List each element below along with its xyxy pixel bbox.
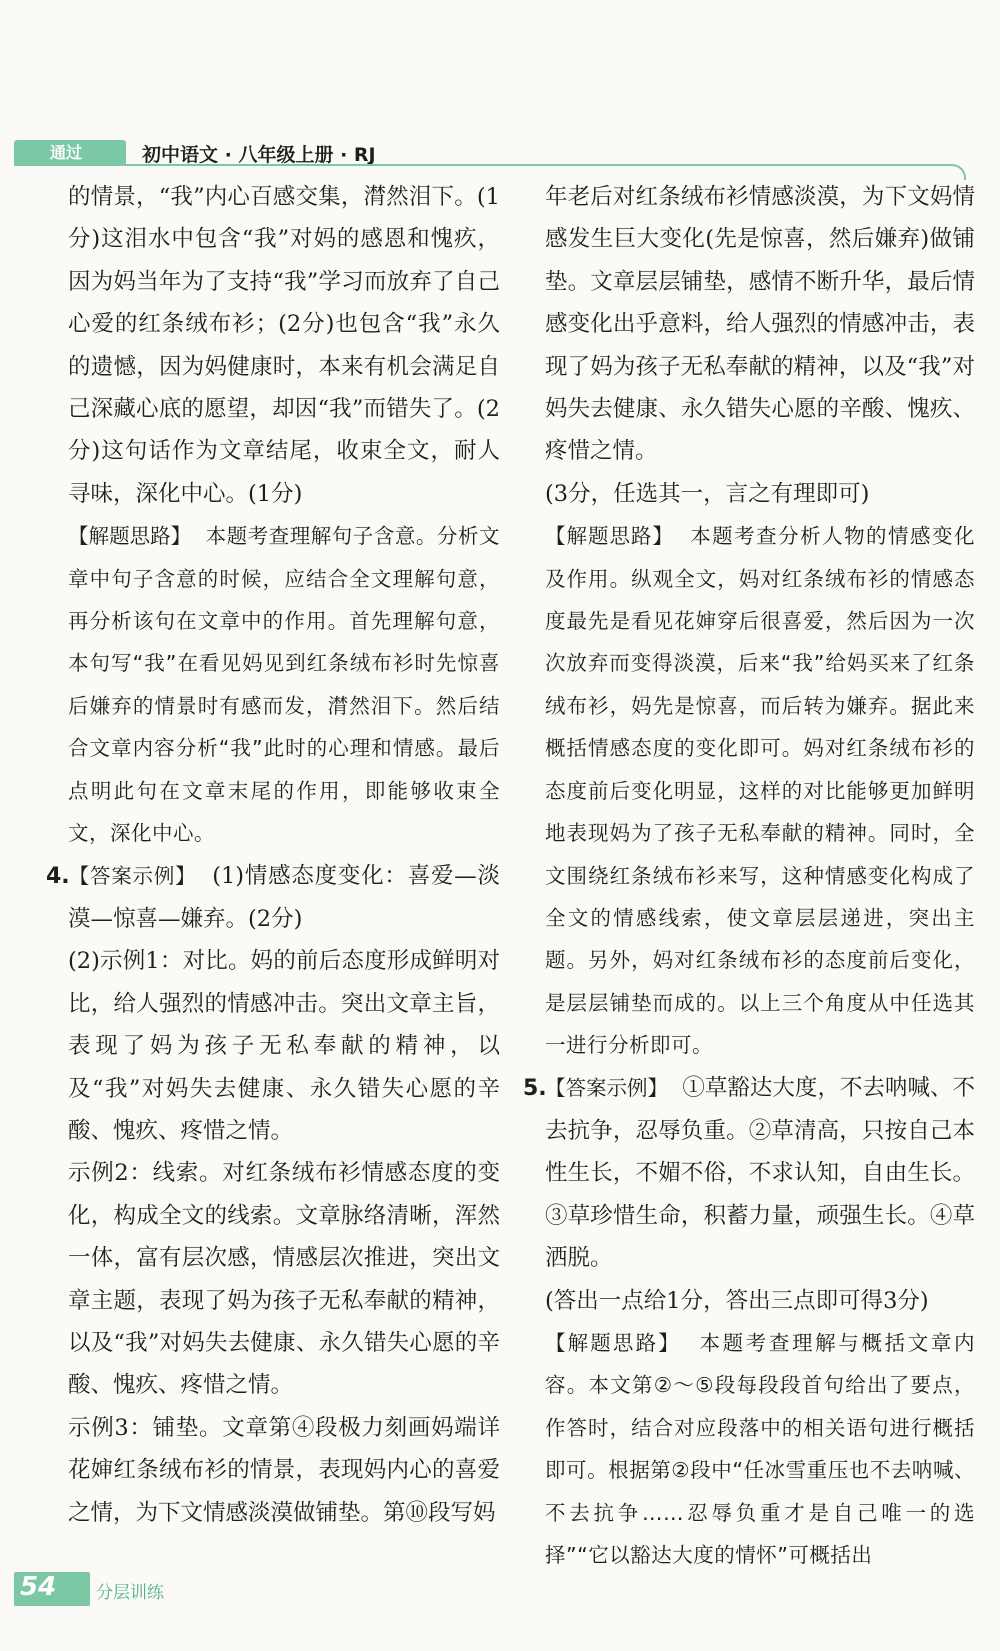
answer-4-example-3-continued: 年老后对红条绒布衫情感淡漠，为下文妈情感发生巨大变化(先是惊喜，然后嫌弃)做铺垫。文章层层铺垫，感情不断升华，最后情感变化出乎意料，给人强烈的情感冲击，表现了妈为孩子无私奉献的精神，以及“我”对妈失去健康、永久错失心愿的辛酸、愧疚、疼惜之情。 <box>545 184 975 465</box>
answer-4-example-2: 示例2：线索。对红条绒布衫情感态度的变化，构成全文的线索。文章脉络清晰，浑然一体，富有层次感，情感层次推进，突出文章主题，表现了妈为孩子无私奉献的精神，以及“我”对妈失去健康、永久错失心愿的辛酸、愧疚、疼惜之情。 <box>68 1160 500 1399</box>
left-column <box>46 176 501 1534</box>
analysis-4 <box>545 515 975 1066</box>
analysis-tag: 【解题思路】 <box>545 524 674 549</box>
page-header <box>0 130 1000 170</box>
page-number: 54 <box>20 1572 57 1602</box>
analysis-text: 本题考查理解句子含意。分析文章中句子含意的时候，应结合全文理解句意，再分析该句在文章中的作用。首先理解句意，本句写“我”在看见妈见到红条绒布衫时先惊喜后嫌弃的情景时有感而发，潸然泪下。然后结合文章内容分析“我”此时的心理和情感。最后点明此句在文章末尾的作用，即能够收束全文，深化中心。 <box>68 524 501 846</box>
analysis-text: 本题考查分析人物的情感变化及作用。纵观全文，妈对红条绒布衫的情感态度最先是看见花婶穿后很喜爱，然后因为一次次放弃而变得淡漠，后来“我”给妈买来了红条绒布衫，妈先是惊喜，而后转为嫌弃。据此来概括情感态度的变化即可。妈对红条绒布衫的态度前后变化明显，这样的对比能够更加鲜明地表现妈为了孩子无私奉献的精神。同时，全文围绕红条绒布衫来写，这种情感变化构成了全文的情感线索，使文章层层递进，突出主题。另外，妈对红条绒布衫的态度前后变化，是层层铺垫而成的。以上三个角度从中任选其一进行分析即可。 <box>545 524 975 1058</box>
answer-tag: 【答案示例】 <box>545 1075 669 1100</box>
answer-4-example-1: (2)示例1：对比。妈的前后态度形成鲜明对比，给人强烈的情感冲击。突出文章主旨，表现了妈为孩子无私奉献的精神，以及“我”对妈失去健康、永久错失心愿的辛酸、愧疚、疼惜之情。 <box>68 948 500 1144</box>
brand-logo: 通过 <box>50 143 83 162</box>
book-title: 初中语文 · 八年级上册 · RJ <box>142 144 376 166</box>
section-label: 分层训练 <box>96 1583 164 1603</box>
answer-3-continued: 的情景，“我”内心百感交集，潸然泪下。(1分)这泪水中包含“我”对妈的感恩和愧疚，因为妈当年为了支持“我”学习而放弃了自己心爱的红条绒布衫；(2分)也包含“我”永久的遗憾，因为妈健康时，本来有机会满足自己深藏心底的愿望，却因“我”而错失了。(2分)这句话作为文章结尾，收束全文，耐人寻味，深化中心。(1分) <box>68 184 500 507</box>
answer-4 <box>46 855 500 941</box>
question-number: 4. <box>46 863 70 889</box>
analysis-3 <box>68 515 500 854</box>
analysis-5 <box>545 1322 975 1576</box>
analysis-text: 本题考查理解与概括文章内容。本文第②～⑤段每段段首句给出了要点，作答时，结合对应段落中的相关语句进行概括即可。根据第②段中“任冰雪重压也不去呐喊、不去抗争……忍辱负重才是自己唯一的选择”“它以豁达大度的情怀”可概括出 <box>545 1330 976 1567</box>
analysis-tag: 【解题思路】 <box>68 524 192 549</box>
answer-5 <box>523 1067 975 1280</box>
analysis-tag: 【解题思路】 <box>545 1330 681 1355</box>
answer-4-example-3: 示例3：铺垫。文章第④段极力刻画妈端详花婶红条绒布衫的情景，表现妈内心的喜爱之情，为下文情感淡漠做铺垫。第⑩段写妈 <box>68 1414 500 1526</box>
answer-4-part1: (1)情感态度变化：喜爱—淡漠—惊喜—嫌弃。(2分) <box>68 862 500 932</box>
answer-4-note: (3分，任选其一，言之有理即可) <box>545 480 870 507</box>
answer-5-text: ①草豁达大度，不去呐喊、不去抗争，忍辱负重。②草清高，只按自己本性生长，不媚不俗，不求认知，自由生长。③草珍惜生命，积蓄力量，顽强生长。④草洒脱。 <box>545 1074 975 1272</box>
right-column <box>523 176 976 1576</box>
question-number: 5. <box>523 1075 547 1101</box>
answer-tag: 【答案示例】 <box>68 863 197 888</box>
answer-5-note: (答出一点给1分，答出三点即可得3分) <box>545 1287 929 1314</box>
